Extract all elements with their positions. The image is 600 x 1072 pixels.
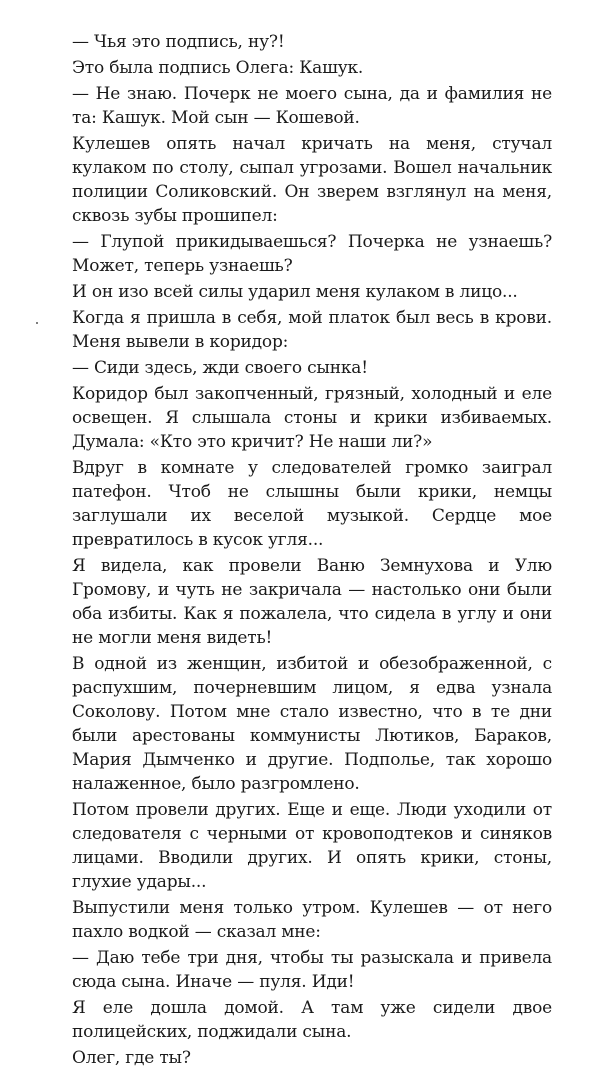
paragraph: — Глупой прикидываешься? Почерка не узнаешь? Может, теперь узнаешь?	[72, 232, 552, 276]
paragraph: — Даю тебе три дня, чтобы ты разыскала и привела сюда сына. Иначе — пуля. Иди!	[72, 948, 552, 992]
paragraph: — Не знаю. Почерк не моего сына, да и фамилия не та: Кашук. Мой сын — Кошевой.	[72, 84, 552, 128]
paragraph: Олег, где ты?	[72, 1048, 191, 1068]
text-body	[72, 30, 552, 1072]
paragraph: Я еле дошла домой. А там уже сидели двое полицейских, поджидали сына.	[72, 998, 552, 1042]
paragraph: Вдруг в комнате у следователей громко заиграл патефон. Чтоб не слышны были крики, немцы заглушали их веселой музыкой. Сердце мое превратилось в кусок угля...	[72, 458, 552, 550]
paragraph: — Сиди здесь, жди своего сынка!	[72, 358, 368, 378]
paragraph: В одной из женщин, избитой и обезображенной, с распухшим, почерневшим лицом, я едва узнала Соколову. Потом мне стало известно, что в те дни были арестованы коммунисты Лютиков, Бараков, Мария Дымченко и другие. Подполье, так хорошо налаженное, было разгромлено.	[72, 654, 552, 794]
paragraph: Это была подпись Олега: Кашук.	[72, 58, 364, 78]
paragraph: Я видела, как провели Ваню Земнухова и Улю Громову, и чуть не закричала — настолько они были оба избиты. Как я пожалела, что сидела в углу и они не могли меня видеть!	[72, 556, 552, 648]
paragraph: Коридор был закопченный, грязный, холодный и еле освещен. Я слышала стоны и крики избиваемых. Думала: «Кто это кричит? Не наши ли?»	[72, 384, 552, 452]
paragraph: Кулешев опять начал кричать на меня, стучал кулаком по столу, сыпал угрозами. Вошел начальник полиции Соликовский. Он зверем взглянул на меня, сквозь зубы прошипел:	[72, 134, 552, 226]
paragraph: Выпустили меня только утром. Кулешев — от него пахло водкой — сказал мне:	[72, 898, 552, 942]
paragraph: Когда я пришла в себя, мой платок был весь в крови. Меня вывели в коридор:	[72, 308, 552, 352]
paragraph: — Чья это подпись, ну?!	[72, 32, 285, 52]
print-speck	[36, 322, 38, 324]
paragraph: Потом провели других. Еще и еще. Люди уходили от следователя с черными от кровоподтеков и синяков лицами. Вводили других. И опять крики, стоны, глухие удары...	[72, 800, 552, 892]
paragraph: И он изо всей силы ударил меня кулаком в лицо...	[72, 282, 518, 302]
